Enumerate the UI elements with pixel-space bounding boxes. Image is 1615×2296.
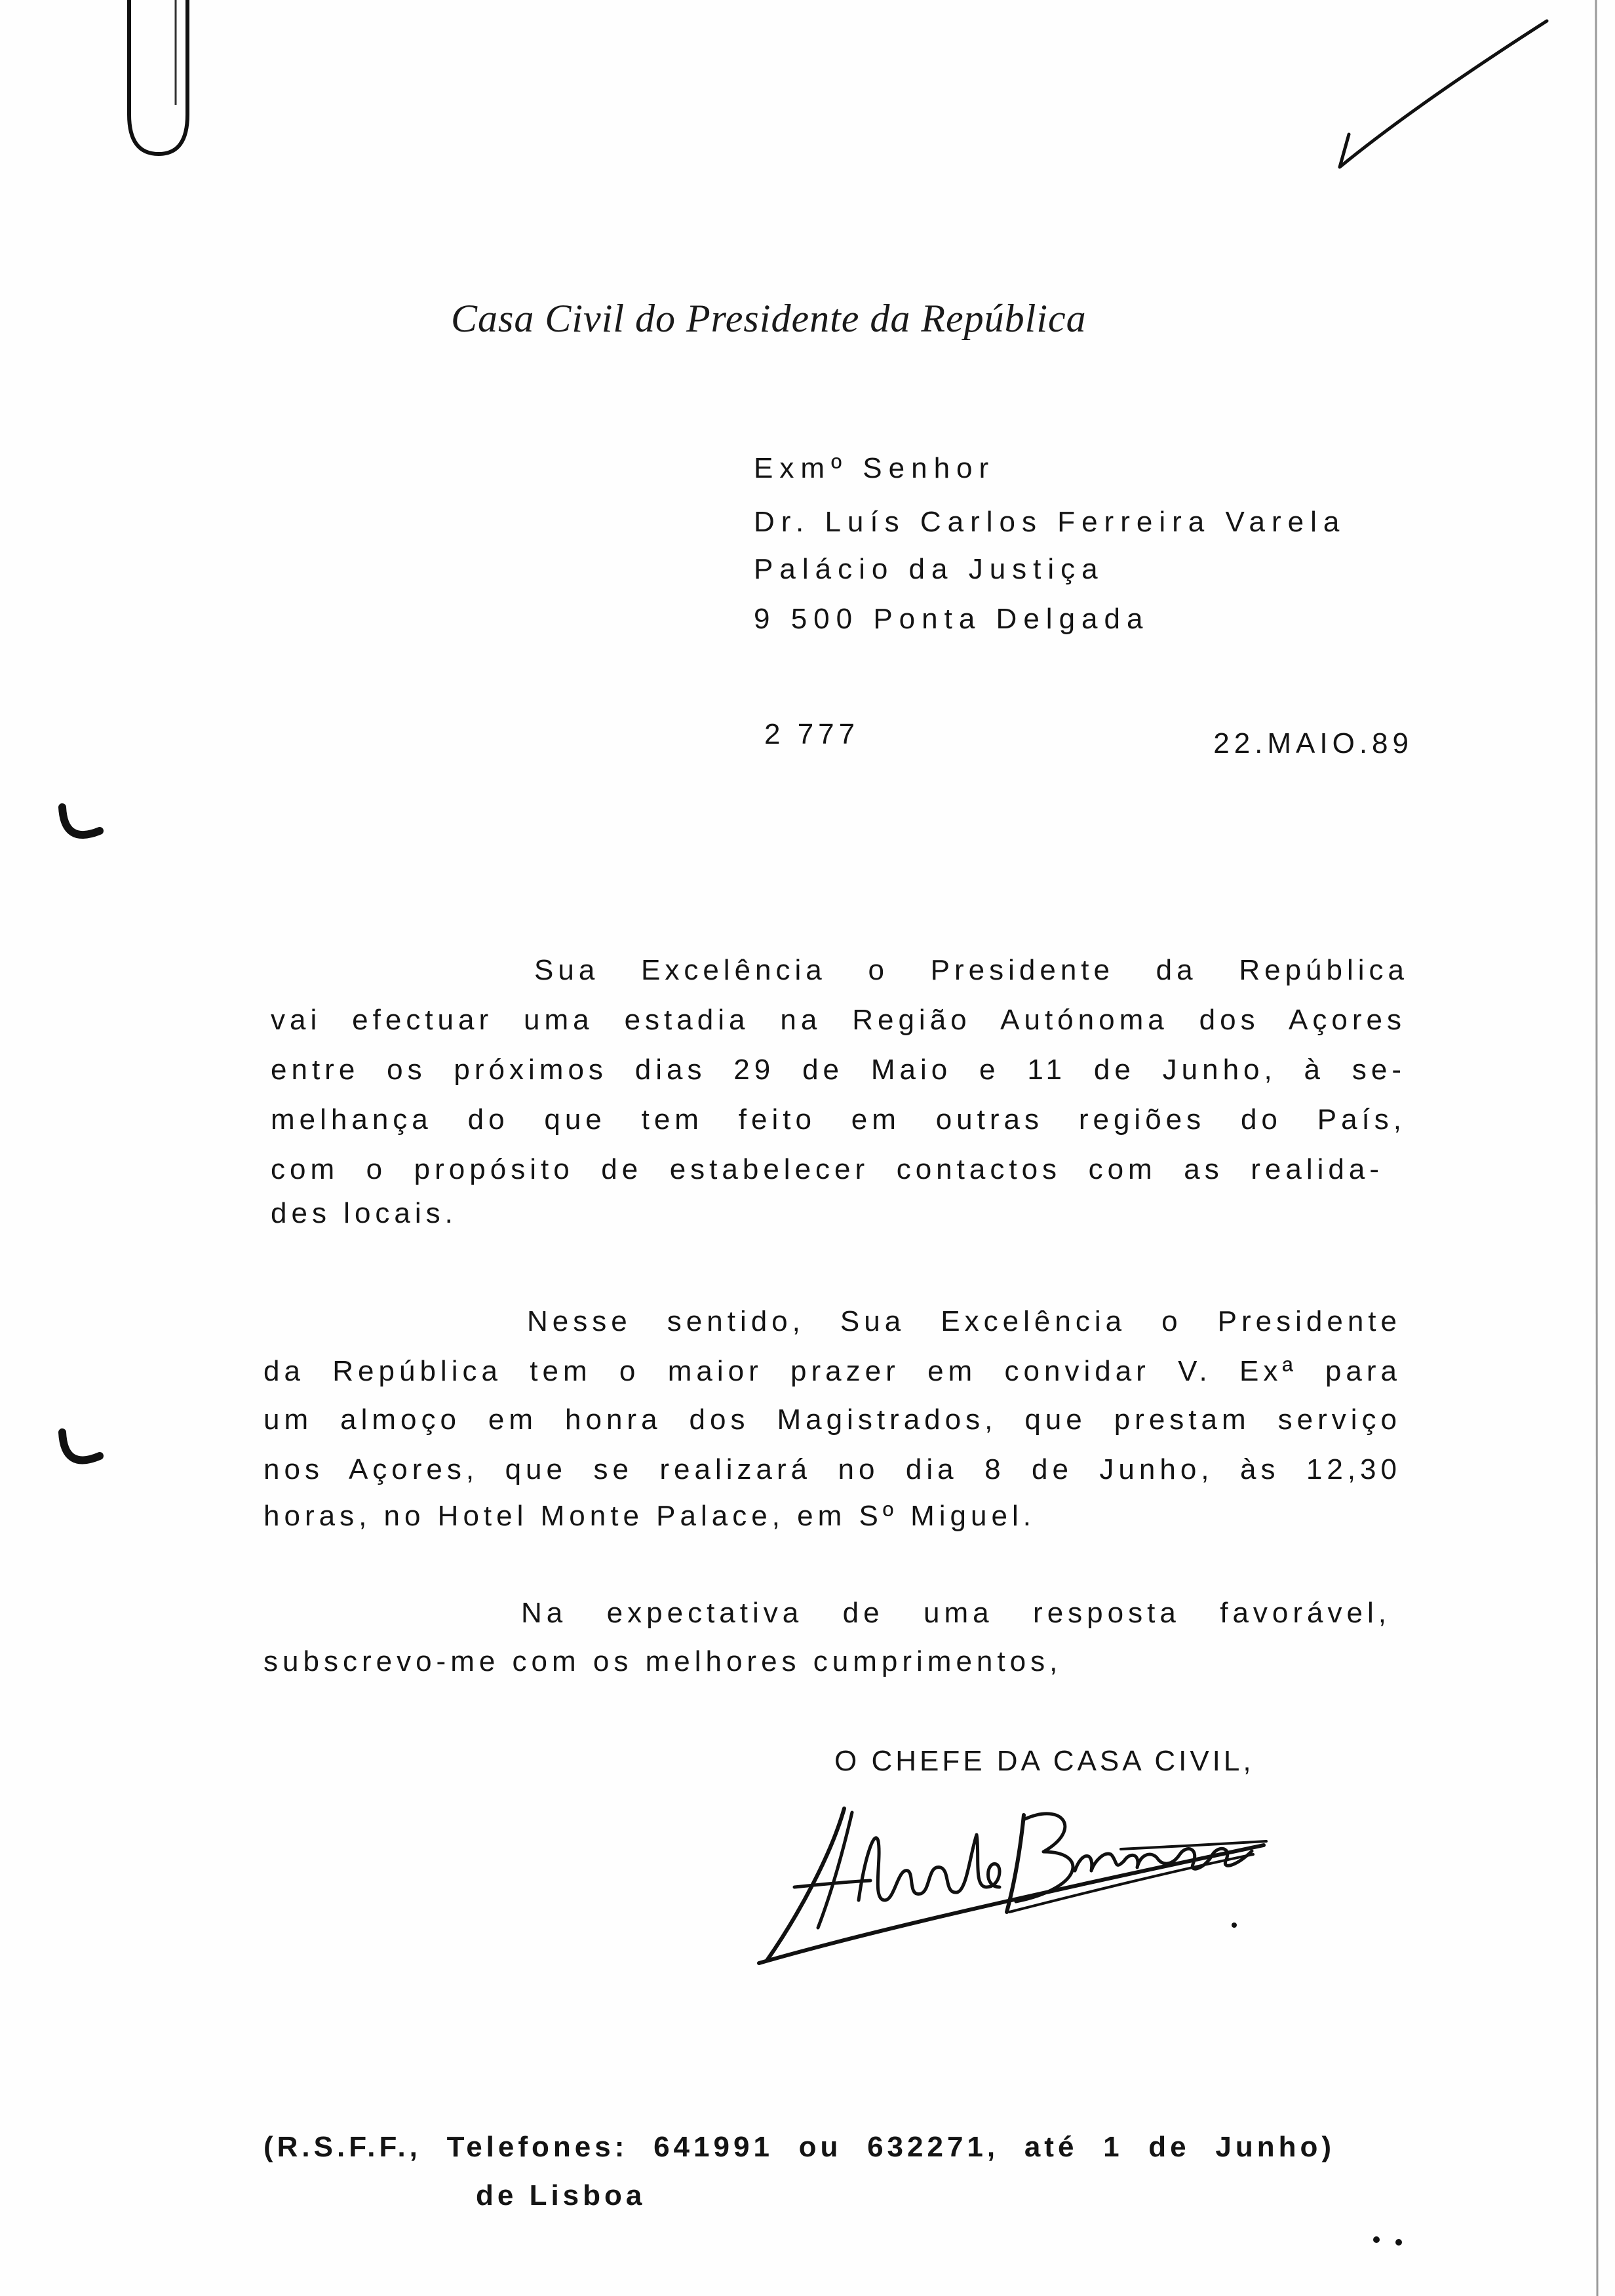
addressee-name: Dr. Luís Carlos Ferreira Varela [754,506,1346,538]
body-line: entre os próximos dias 29 de Maio e 11 de Junho, à se- [271,1054,1406,1086]
closing-title: O CHEFE DA CASA CIVIL, [834,1745,1255,1777]
body-line: horas, no Hotel Monte Palace, em Sº Miguel. [263,1500,1036,1532]
punch-hole-mark-upper [62,807,100,835]
body-line: Na expectativa de uma resposta favorável, [521,1597,1391,1629]
body-line: subscrevo-me com os melhores cumprimentos, [263,1645,1062,1677]
addressee-address: Palácio da Justiça [754,553,1104,585]
page-right-edge [1596,0,1597,2296]
signature-first-name-letters [859,1835,1000,1900]
signature-second-flourish [1009,1854,1253,1912]
body-line: melhança do que tem feito em outras regiões do País, [271,1103,1406,1136]
punch-hole-mark-lower [62,1432,100,1460]
body-line: da República tem o maior prazer em convidar V. Exª para [263,1355,1401,1387]
body-line: Sua Excelência o Presidente da República [534,954,1409,986]
signature-initial-a-second-stroke [818,1812,852,1928]
body-line: um almoço em honra dos Magistrados, que prestam serviço [263,1404,1401,1436]
footer-city-line: de Lisboa [476,2179,646,2211]
letter-date: 22.MAIO.89 [1213,727,1413,759]
signature-underline-flourish [759,1845,1264,1963]
paperclip-mark [129,0,187,154]
body-line: Nesse sentido, Sua Excelência o Presidente [527,1305,1401,1337]
body-line: vai efectuar uma estadia na Região Autónoma dos Açores [271,1004,1406,1036]
footer-contact-line: (R.S.F.F., Telefones: 641991 ou 632271, até 1 de Junho) [263,2131,1335,2163]
reference-number: 2 777 [764,718,860,750]
letterhead-title: Casa Civil do Presidente da República [451,297,1087,340]
addressee-salutation: Exmº Senhor [754,452,996,484]
body-line: com o propósito de estabelecer contactos com as realida- [271,1153,1384,1185]
addressee-city: 9 500 Ponta Delgada [754,603,1150,635]
body-line: des locais. [271,1197,457,1229]
corner-dot-2 [1395,2239,1402,2246]
checkmark-icon [1340,21,1547,167]
body-line: nos Açores, que se realizará no dia 8 de Junho, às 12,30 [263,1453,1401,1485]
corner-dot-1 [1373,2236,1380,2243]
handwritten-signature [754,1789,1291,1985]
